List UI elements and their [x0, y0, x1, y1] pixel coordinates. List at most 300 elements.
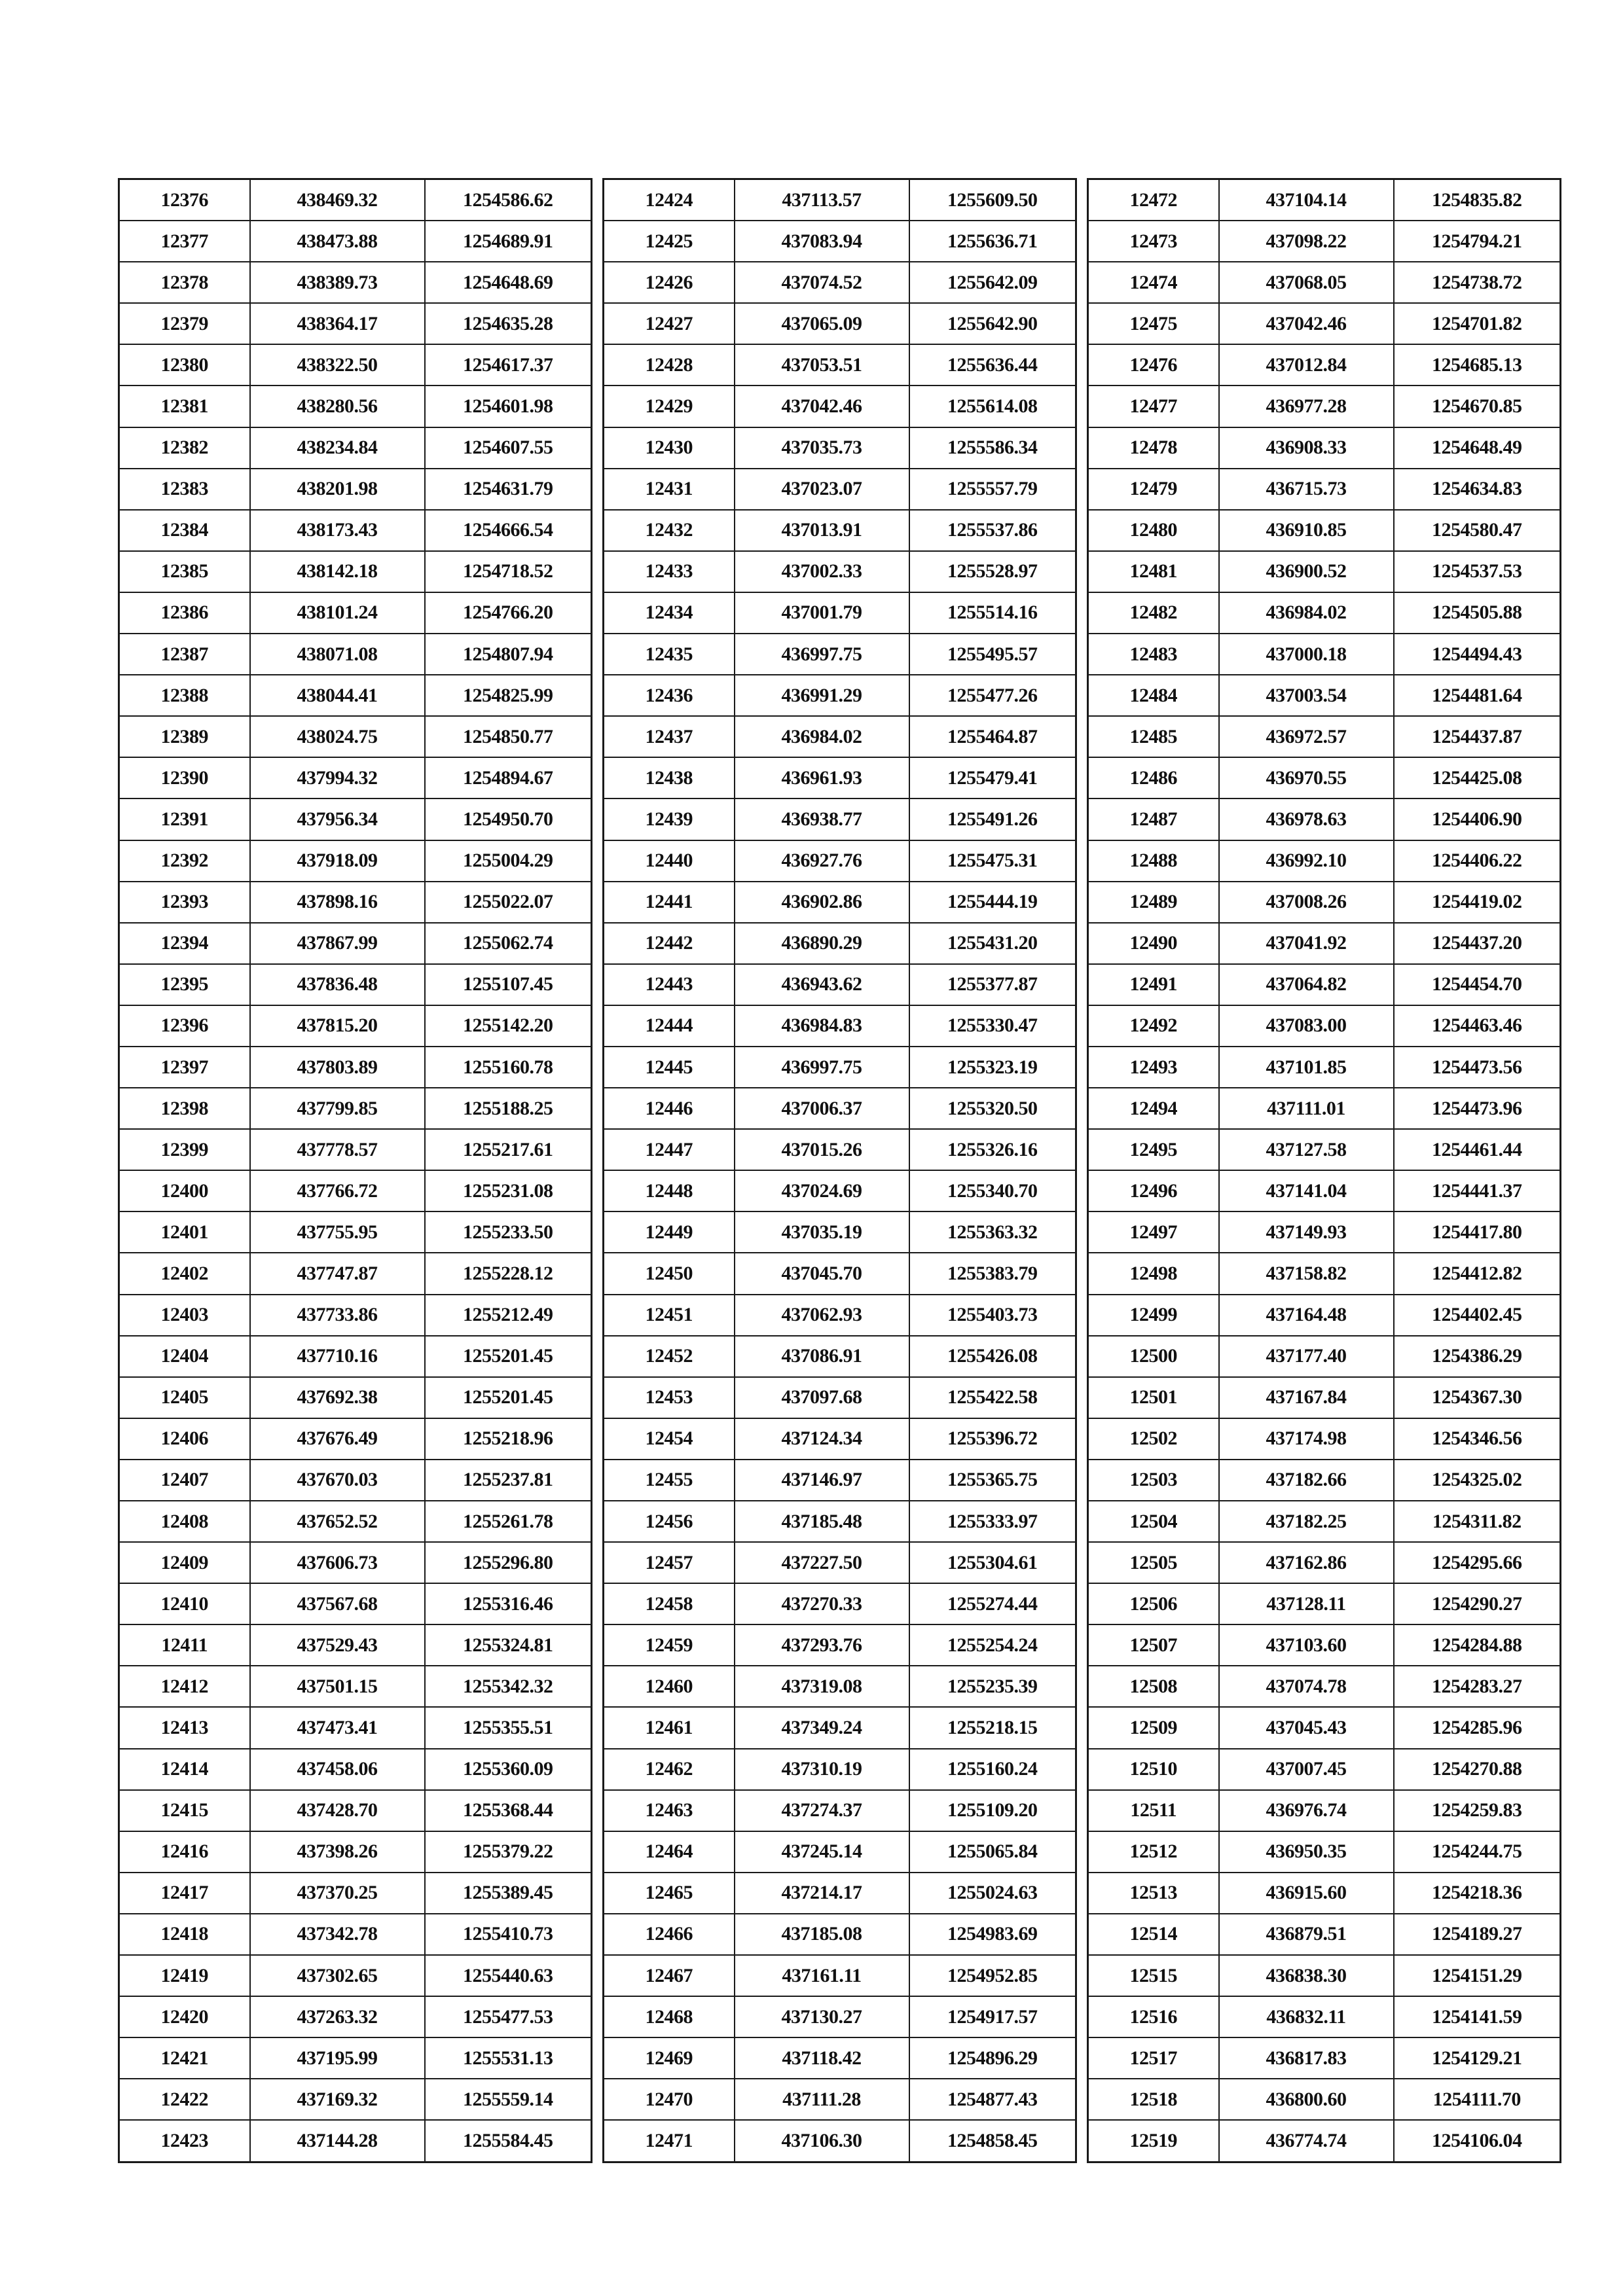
table-row: [1088, 798, 1561, 840]
point-id-cell: 12456: [604, 1501, 735, 1542]
table-row: [119, 1253, 592, 1294]
point-id-cell: 12480: [1088, 510, 1219, 551]
table-row: [119, 1295, 592, 1336]
table-row: [604, 1873, 1076, 1914]
point-id-cell: 12458: [604, 1583, 735, 1624]
x-coordinate-cell: 437103.60: [1219, 1624, 1394, 1666]
point-id-cell: 12436: [604, 675, 735, 716]
table-row: [119, 1336, 592, 1377]
y-coordinate-cell: 1255642.09: [909, 262, 1076, 303]
x-coordinate-cell: 437956.34: [250, 798, 425, 840]
y-coordinate-cell: 1254648.49: [1394, 427, 1561, 469]
x-coordinate-cell: 436976.74: [1219, 1790, 1394, 1831]
y-coordinate-cell: 1254325.02: [1394, 1460, 1561, 1501]
y-coordinate-cell: 1254666.54: [425, 510, 592, 551]
x-coordinate-cell: 437836.48: [250, 964, 425, 1005]
table-row: [119, 1996, 592, 2037]
table-row: [119, 2120, 592, 2162]
table-row: [1088, 2120, 1561, 2162]
x-coordinate-cell: 436972.57: [1219, 716, 1394, 757]
table-row: [119, 510, 592, 551]
y-coordinate-cell: 1255464.87: [909, 716, 1076, 757]
table-row: [1088, 1996, 1561, 2037]
x-coordinate-cell: 437024.69: [735, 1170, 909, 1211]
point-id-cell: 12379: [119, 303, 250, 344]
y-coordinate-cell: 1254259.83: [1394, 1790, 1561, 1831]
table-row: [119, 427, 592, 469]
point-id-cell: 12496: [1088, 1170, 1219, 1211]
table-row: [1088, 469, 1561, 510]
y-coordinate-cell: 1254284.88: [1394, 1624, 1561, 1666]
y-coordinate-cell: 1254617.37: [425, 344, 592, 386]
x-coordinate-cell: 436838.30: [1219, 1955, 1394, 1996]
point-id-cell: 12450: [604, 1253, 735, 1294]
y-coordinate-cell: 1254425.08: [1394, 757, 1561, 798]
y-coordinate-cell: 1255586.34: [909, 427, 1076, 469]
point-id-cell: 12478: [1088, 427, 1219, 469]
x-coordinate-cell: 437245.14: [735, 1831, 909, 1873]
point-id-cell: 12469: [604, 2037, 735, 2079]
x-coordinate-cell: 437000.18: [1219, 634, 1394, 675]
point-id-cell: 12499: [1088, 1295, 1219, 1336]
table-row: [604, 798, 1076, 840]
point-id-cell: 12392: [119, 840, 250, 882]
x-coordinate-cell: 437803.89: [250, 1047, 425, 1088]
table-row: [119, 386, 592, 427]
point-id-cell: 12417: [119, 1873, 250, 1914]
x-coordinate-cell: 438234.84: [250, 427, 425, 469]
y-coordinate-cell: 1255444.19: [909, 882, 1076, 923]
table-row: [1088, 1418, 1561, 1460]
x-coordinate-cell: 437319.08: [735, 1666, 909, 1707]
table-row: [1088, 1583, 1561, 1624]
y-coordinate-cell: 1255528.97: [909, 551, 1076, 592]
point-id-cell: 12401: [119, 1211, 250, 1253]
table-row: [119, 1624, 592, 1666]
table-row: [1088, 1005, 1561, 1047]
point-id-cell: 12435: [604, 634, 735, 675]
x-coordinate-cell: 437349.24: [735, 1707, 909, 1748]
x-coordinate-cell: 437083.00: [1219, 1005, 1394, 1047]
y-coordinate-cell: 1255363.32: [909, 1211, 1076, 1253]
table-row: [119, 840, 592, 882]
y-coordinate-cell: 1255062.74: [425, 923, 592, 964]
y-coordinate-cell: 1254917.57: [909, 1996, 1076, 2037]
point-id-cell: 12503: [1088, 1460, 1219, 1501]
point-id-cell: 12434: [604, 592, 735, 634]
point-id-cell: 12437: [604, 716, 735, 757]
x-coordinate-cell: 437185.48: [735, 1501, 909, 1542]
y-coordinate-cell: 1255237.81: [425, 1460, 592, 1501]
point-id-cell: 12462: [604, 1749, 735, 1790]
point-id-cell: 12410: [119, 1583, 250, 1624]
x-coordinate-cell: 437104.14: [1219, 179, 1394, 221]
y-coordinate-cell: 1255584.45: [425, 2120, 592, 2162]
point-id-cell: 12416: [119, 1831, 250, 1873]
table-row: [1088, 344, 1561, 386]
y-coordinate-cell: 1254766.20: [425, 592, 592, 634]
table-row: [1088, 1129, 1561, 1170]
point-id-cell: 12484: [1088, 675, 1219, 716]
y-coordinate-cell: 1254406.90: [1394, 798, 1561, 840]
x-coordinate-cell: 437270.33: [735, 1583, 909, 1624]
table-row: [1088, 964, 1561, 1005]
point-id-cell: 12433: [604, 551, 735, 592]
y-coordinate-cell: 1254950.70: [425, 798, 592, 840]
point-id-cell: 12515: [1088, 1955, 1219, 1996]
y-coordinate-cell: 1254454.70: [1394, 964, 1561, 1005]
table-row: [119, 1047, 592, 1088]
point-id-cell: 12471: [604, 2120, 735, 2162]
y-coordinate-cell: 1254505.88: [1394, 592, 1561, 634]
point-id-cell: 12512: [1088, 1831, 1219, 1873]
point-id-cell: 12382: [119, 427, 250, 469]
table-row: [119, 2037, 592, 2079]
y-coordinate-cell: 1254412.82: [1394, 1253, 1561, 1294]
point-id-cell: 12494: [1088, 1088, 1219, 1129]
table-row: [119, 1955, 592, 1996]
table-row: [1088, 592, 1561, 634]
x-coordinate-cell: 437127.58: [1219, 1129, 1394, 1170]
point-id-cell: 12431: [604, 469, 735, 510]
y-coordinate-cell: 1255422.58: [909, 1377, 1076, 1418]
table-row: [1088, 1377, 1561, 1418]
y-coordinate-cell: 1254402.45: [1394, 1295, 1561, 1336]
x-coordinate-cell: 437473.41: [250, 1707, 425, 1748]
y-coordinate-cell: 1255142.20: [425, 1005, 592, 1047]
table-row: [1088, 262, 1561, 303]
y-coordinate-cell: 1255557.79: [909, 469, 1076, 510]
point-id-cell: 12384: [119, 510, 250, 551]
y-coordinate-cell: 1255320.50: [909, 1088, 1076, 1129]
table-row: [604, 2079, 1076, 2120]
y-coordinate-cell: 1255403.73: [909, 1295, 1076, 1336]
x-coordinate-cell: 437606.73: [250, 1542, 425, 1583]
point-id-cell: 12412: [119, 1666, 250, 1707]
x-coordinate-cell: 437097.68: [735, 1377, 909, 1418]
point-id-cell: 12408: [119, 1501, 250, 1542]
y-coordinate-cell: 1254417.80: [1394, 1211, 1561, 1253]
table-row: [604, 1666, 1076, 1707]
y-coordinate-cell: 1255218.15: [909, 1707, 1076, 1748]
table-row: [1088, 221, 1561, 262]
point-id-cell: 12407: [119, 1460, 250, 1501]
y-coordinate-cell: 1255531.13: [425, 2037, 592, 2079]
x-coordinate-cell: 436938.77: [735, 798, 909, 840]
table-row: [1088, 716, 1561, 757]
point-id-cell: 12428: [604, 344, 735, 386]
table-row: [1088, 1336, 1561, 1377]
y-coordinate-cell: 1255324.81: [425, 1624, 592, 1666]
x-coordinate-cell: 437128.11: [1219, 1583, 1394, 1624]
point-id-cell: 12510: [1088, 1749, 1219, 1790]
point-id-cell: 12381: [119, 386, 250, 427]
x-coordinate-cell: 437045.43: [1219, 1707, 1394, 1748]
y-coordinate-cell: 1254850.77: [425, 716, 592, 757]
table-row: [604, 1129, 1076, 1170]
table-row: [1088, 1624, 1561, 1666]
point-id-cell: 12459: [604, 1624, 735, 1666]
y-coordinate-cell: 1255254.24: [909, 1624, 1076, 1666]
x-coordinate-cell: 437692.38: [250, 1377, 425, 1418]
point-id-cell: 12455: [604, 1460, 735, 1501]
x-coordinate-cell: 437074.78: [1219, 1666, 1394, 1707]
point-id-cell: 12425: [604, 221, 735, 262]
x-coordinate-cell: 437676.49: [250, 1418, 425, 1460]
y-coordinate-cell: 1254537.53: [1394, 551, 1561, 592]
x-coordinate-cell: 437068.05: [1219, 262, 1394, 303]
y-coordinate-cell: 1254295.66: [1394, 1542, 1561, 1583]
point-id-cell: 12519: [1088, 2120, 1219, 2162]
table-row: [604, 1749, 1076, 1790]
y-coordinate-cell: 1254701.82: [1394, 303, 1561, 344]
y-coordinate-cell: 1255024.63: [909, 1873, 1076, 1914]
x-coordinate-cell: 437263.32: [250, 1996, 425, 2037]
x-coordinate-cell: 437035.73: [735, 427, 909, 469]
table-row: [604, 386, 1076, 427]
x-coordinate-cell: 438469.32: [250, 179, 425, 221]
table-row: [604, 2037, 1076, 2079]
point-id-cell: 12482: [1088, 592, 1219, 634]
x-coordinate-cell: 437310.19: [735, 1749, 909, 1790]
y-coordinate-cell: 1255261.78: [425, 1501, 592, 1542]
y-coordinate-cell: 1254877.43: [909, 2079, 1076, 2120]
point-id-cell: 12447: [604, 1129, 735, 1170]
table-row: [119, 262, 592, 303]
x-coordinate-cell: 437074.52: [735, 262, 909, 303]
table-row: [604, 757, 1076, 798]
point-id-cell: 12476: [1088, 344, 1219, 386]
table-row: [1088, 1088, 1561, 1129]
x-coordinate-cell: 437185.08: [735, 1914, 909, 1955]
point-id-cell: 12453: [604, 1377, 735, 1418]
y-coordinate-cell: 1255377.87: [909, 964, 1076, 1005]
y-coordinate-cell: 1255201.45: [425, 1377, 592, 1418]
point-id-cell: 12383: [119, 469, 250, 510]
point-id-cell: 12422: [119, 2079, 250, 2120]
table-row: [119, 1831, 592, 1873]
x-coordinate-cell: 437182.25: [1219, 1501, 1394, 1542]
point-id-cell: 12505: [1088, 1542, 1219, 1583]
point-id-cell: 12429: [604, 386, 735, 427]
table-row: [1088, 1749, 1561, 1790]
table-row: [119, 221, 592, 262]
x-coordinate-cell: 438101.24: [250, 592, 425, 634]
x-coordinate-cell: 437065.09: [735, 303, 909, 344]
y-coordinate-cell: 1255188.25: [425, 1088, 592, 1129]
y-coordinate-cell: 1254346.56: [1394, 1418, 1561, 1460]
x-coordinate-cell: 438142.18: [250, 551, 425, 592]
x-coordinate-cell: 436970.55: [1219, 757, 1394, 798]
y-coordinate-cell: 1255233.50: [425, 1211, 592, 1253]
table-row: [604, 1005, 1076, 1047]
point-id-cell: 12518: [1088, 2079, 1219, 2120]
y-coordinate-cell: 1255333.97: [909, 1501, 1076, 1542]
table-row: [1088, 1707, 1561, 1748]
table-row: [604, 1955, 1076, 1996]
y-coordinate-cell: 1254685.13: [1394, 344, 1561, 386]
point-id-cell: 12440: [604, 840, 735, 882]
point-id-cell: 12513: [1088, 1873, 1219, 1914]
y-coordinate-cell: 1255004.29: [425, 840, 592, 882]
point-id-cell: 12492: [1088, 1005, 1219, 1047]
table-row: [604, 1418, 1076, 1460]
x-coordinate-cell: 437918.09: [250, 840, 425, 882]
x-coordinate-cell: 436977.28: [1219, 386, 1394, 427]
table-row: [119, 551, 592, 592]
y-coordinate-cell: 1255022.07: [425, 882, 592, 923]
y-coordinate-cell: 1255340.70: [909, 1170, 1076, 1211]
y-coordinate-cell: 1254189.27: [1394, 1914, 1561, 1955]
x-coordinate-cell: 437529.43: [250, 1624, 425, 1666]
y-coordinate-cell: 1254718.52: [425, 551, 592, 592]
x-coordinate-cell: 437370.25: [250, 1873, 425, 1914]
x-coordinate-cell: 437124.34: [735, 1418, 909, 1460]
point-id-cell: 12506: [1088, 1583, 1219, 1624]
point-id-cell: 12399: [119, 1129, 250, 1170]
x-coordinate-cell: 438173.43: [250, 510, 425, 551]
y-coordinate-cell: 1255109.20: [909, 1790, 1076, 1831]
point-id-cell: 12466: [604, 1914, 735, 1955]
x-coordinate-cell: 438389.73: [250, 262, 425, 303]
point-id-cell: 12454: [604, 1418, 735, 1460]
table-row: [604, 551, 1076, 592]
table-row: [604, 1790, 1076, 1831]
table-row: [119, 1377, 592, 1418]
y-coordinate-cell: 1254586.62: [425, 179, 592, 221]
y-coordinate-cell: 1255330.47: [909, 1005, 1076, 1047]
x-coordinate-cell: 437015.26: [735, 1129, 909, 1170]
x-coordinate-cell: 437101.85: [1219, 1047, 1394, 1088]
point-id-cell: 12517: [1088, 2037, 1219, 2079]
x-coordinate-cell: 437053.51: [735, 344, 909, 386]
y-coordinate-cell: 1255495.57: [909, 634, 1076, 675]
table-row: [1088, 1831, 1561, 1873]
table-row: [119, 1749, 592, 1790]
x-coordinate-cell: 436910.85: [1219, 510, 1394, 551]
point-id-cell: 12461: [604, 1707, 735, 1748]
table-row: [1088, 840, 1561, 882]
y-coordinate-cell: 1255559.14: [425, 2079, 592, 2120]
y-coordinate-cell: 1254648.69: [425, 262, 592, 303]
point-id-cell: 12485: [1088, 716, 1219, 757]
point-id-cell: 12516: [1088, 1996, 1219, 2037]
y-coordinate-cell: 1255431.20: [909, 923, 1076, 964]
y-coordinate-cell: 1254463.46: [1394, 1005, 1561, 1047]
table-row: [1088, 1955, 1561, 1996]
x-coordinate-cell: 436774.74: [1219, 2120, 1394, 2162]
point-id-cell: 12473: [1088, 221, 1219, 262]
table-row: [1088, 675, 1561, 716]
x-coordinate-cell: 437747.87: [250, 1253, 425, 1294]
x-coordinate-cell: 436950.35: [1219, 1831, 1394, 1873]
y-coordinate-cell: 1255379.22: [425, 1831, 592, 1873]
point-id-cell: 12403: [119, 1295, 250, 1336]
x-coordinate-cell: 438364.17: [250, 303, 425, 344]
x-coordinate-cell: 437867.99: [250, 923, 425, 964]
x-coordinate-cell: 437177.40: [1219, 1336, 1394, 1377]
point-id-cell: 12463: [604, 1790, 735, 1831]
point-id-cell: 12467: [604, 1955, 735, 1996]
point-id-cell: 12397: [119, 1047, 250, 1088]
table-row: [604, 964, 1076, 1005]
x-coordinate-cell: 436890.29: [735, 923, 909, 964]
point-id-cell: 12514: [1088, 1914, 1219, 1955]
x-coordinate-cell: 437710.16: [250, 1336, 425, 1377]
point-id-cell: 12508: [1088, 1666, 1219, 1707]
y-coordinate-cell: 1254794.21: [1394, 221, 1561, 262]
table-row: [119, 1914, 592, 1955]
table-row: [604, 592, 1076, 634]
x-coordinate-cell: 437898.16: [250, 882, 425, 923]
x-coordinate-cell: 437501.15: [250, 1666, 425, 1707]
point-id-cell: 12378: [119, 262, 250, 303]
x-coordinate-cell: 437293.76: [735, 1624, 909, 1666]
point-id-cell: 12424: [604, 179, 735, 221]
point-id-cell: 12405: [119, 1377, 250, 1418]
y-coordinate-cell: 1254473.96: [1394, 1088, 1561, 1129]
y-coordinate-cell: 1255160.24: [909, 1749, 1076, 1790]
y-coordinate-cell: 1254419.02: [1394, 882, 1561, 923]
x-coordinate-cell: 436978.63: [1219, 798, 1394, 840]
y-coordinate-cell: 1255396.72: [909, 1418, 1076, 1460]
point-id-cell: 12504: [1088, 1501, 1219, 1542]
table-row: [119, 757, 592, 798]
point-id-cell: 12452: [604, 1336, 735, 1377]
table-row: [1088, 386, 1561, 427]
point-id-cell: 12479: [1088, 469, 1219, 510]
point-id-cell: 12445: [604, 1047, 735, 1088]
table-row: [119, 1418, 592, 1460]
table-row: [119, 1583, 592, 1624]
y-coordinate-cell: 1254634.83: [1394, 469, 1561, 510]
x-coordinate-cell: 437799.85: [250, 1088, 425, 1129]
y-coordinate-cell: 1255477.26: [909, 675, 1076, 716]
table-row: [119, 1211, 592, 1253]
x-coordinate-cell: 436943.62: [735, 964, 909, 1005]
x-coordinate-cell: 437778.57: [250, 1129, 425, 1170]
table-row: [1088, 2079, 1561, 2120]
y-coordinate-cell: 1254481.64: [1394, 675, 1561, 716]
x-coordinate-cell: 437023.07: [735, 469, 909, 510]
table-row: [604, 1170, 1076, 1211]
point-id-cell: 12511: [1088, 1790, 1219, 1831]
x-coordinate-cell: 436832.11: [1219, 1996, 1394, 2037]
y-coordinate-cell: 1255440.63: [425, 1955, 592, 1996]
x-coordinate-cell: 437342.78: [250, 1914, 425, 1955]
point-id-cell: 12421: [119, 2037, 250, 2079]
x-coordinate-cell: 437158.82: [1219, 1253, 1394, 1294]
x-coordinate-cell: 437182.66: [1219, 1460, 1394, 1501]
table-row: [1088, 551, 1561, 592]
x-coordinate-cell: 437670.03: [250, 1460, 425, 1501]
table-row: [1088, 923, 1561, 964]
table-row: [1088, 1295, 1561, 1336]
x-coordinate-cell: 437227.50: [735, 1542, 909, 1583]
point-id-cell: 12386: [119, 592, 250, 634]
x-coordinate-cell: 437195.99: [250, 2037, 425, 2079]
table-row: [1088, 2037, 1561, 2079]
y-coordinate-cell: 1254441.37: [1394, 1170, 1561, 1211]
x-coordinate-cell: 437652.52: [250, 1501, 425, 1542]
x-coordinate-cell: 438044.41: [250, 675, 425, 716]
y-coordinate-cell: 1254580.47: [1394, 510, 1561, 551]
y-coordinate-cell: 1255201.45: [425, 1336, 592, 1377]
table-row: [604, 840, 1076, 882]
table-row: [119, 964, 592, 1005]
x-coordinate-cell: 437302.65: [250, 1955, 425, 1996]
x-coordinate-cell: 436991.29: [735, 675, 909, 716]
